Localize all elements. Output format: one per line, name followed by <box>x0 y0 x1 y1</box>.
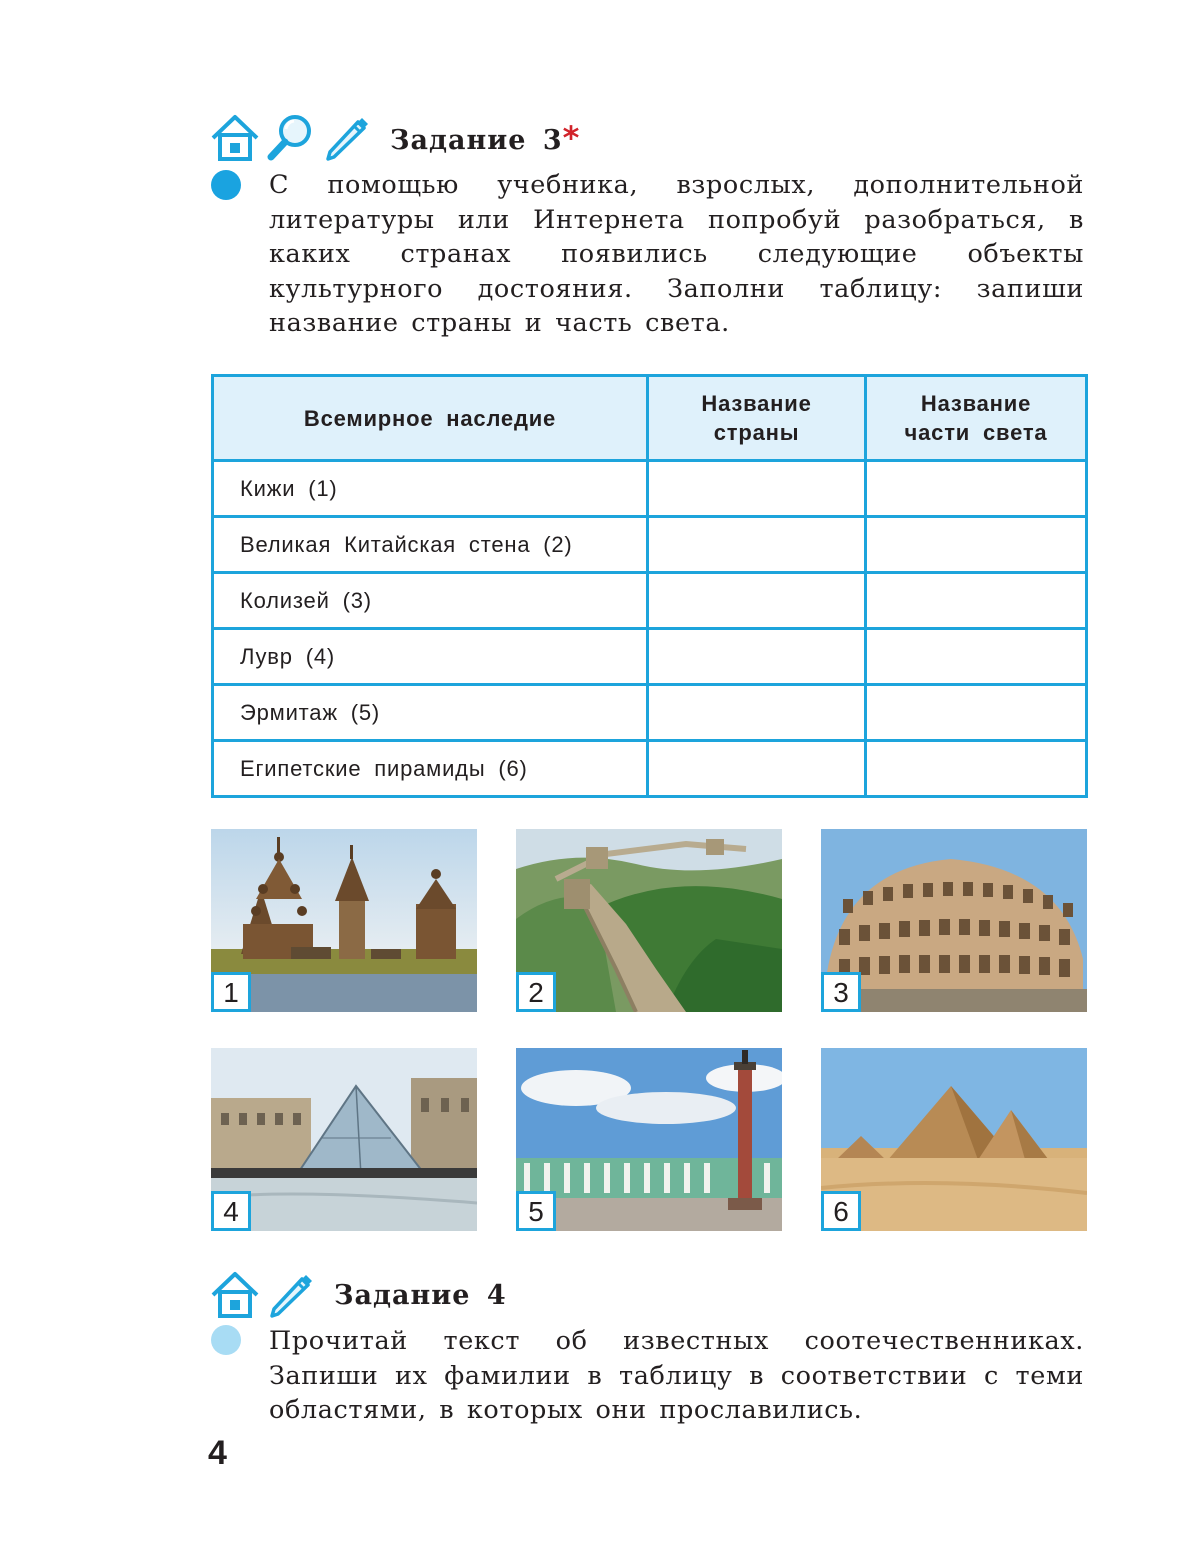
part-of-world-cell[interactable] <box>866 629 1087 685</box>
part-of-world-cell[interactable] <box>866 461 1087 517</box>
photo-louvre <box>211 1048 477 1231</box>
table-header-row <box>213 376 1087 461</box>
task3-text: С помощью учебника, взрослых, дополнительной литературы или Интернета попробуй разобраться, в каких странах появились следующие объекты культурного достояния. Заполни таблицу: запиши название страны и часть света. <box>269 170 1084 338</box>
heritage-name: Колизей (3) <box>213 573 648 629</box>
country-cell[interactable] <box>648 629 866 685</box>
part-of-world-cell[interactable] <box>866 517 1087 573</box>
task3-header <box>210 113 580 163</box>
table-row <box>213 461 1087 517</box>
home-icon <box>210 113 260 163</box>
photo-kizhi <box>211 829 477 1012</box>
table-row <box>213 685 1087 741</box>
photo-number: 3 <box>821 972 861 1012</box>
task3-title: Задание 3* <box>390 119 581 157</box>
photo-number: 4 <box>211 1191 251 1231</box>
task3-bullet <box>211 170 241 200</box>
task4-header <box>210 1270 507 1320</box>
country-cell[interactable] <box>648 461 866 517</box>
heritage-table <box>211 374 1088 798</box>
task4-bullet <box>211 1325 241 1355</box>
heritage-name: Кижи (1) <box>213 461 648 517</box>
country-cell[interactable] <box>648 741 866 797</box>
magnifier-icon <box>266 113 316 163</box>
photo-number: 2 <box>516 972 556 1012</box>
home-icon <box>210 1270 260 1320</box>
heritage-header: Всемирное наследие <box>213 376 648 461</box>
part-of-world-cell[interactable] <box>866 573 1087 629</box>
photo-hermitage <box>516 1048 782 1231</box>
task4-title: Задание 4 <box>334 1279 507 1311</box>
star-mark: * <box>562 119 581 157</box>
country-cell[interactable] <box>648 517 866 573</box>
task4-text: Прочитай текст об известных соотечественниках. Запиши их фамилии в таблицу в соответствии с теми областями, в которых они прославились. <box>269 1326 1084 1425</box>
heritage-name: Великая Китайская стена (2) <box>213 517 648 573</box>
photo-number: 6 <box>821 1191 861 1231</box>
heritage-name: Египетские пирамиды (6) <box>213 741 648 797</box>
table-row <box>213 573 1087 629</box>
photo-pyramids <box>821 1048 1087 1231</box>
heritage-name: Эрмитаж (5) <box>213 685 648 741</box>
country-header: Название страны <box>648 376 866 461</box>
table-row <box>213 741 1087 797</box>
photo-great-wall <box>516 829 782 1012</box>
photo-number: 5 <box>516 1191 556 1231</box>
pencil-icon <box>322 113 372 163</box>
table-row <box>213 517 1087 573</box>
country-cell[interactable] <box>648 685 866 741</box>
part-of-world-cell[interactable] <box>866 685 1087 741</box>
pencil-icon <box>266 1270 316 1320</box>
part-of-world-cell[interactable] <box>866 741 1087 797</box>
photo-colosseum <box>821 829 1087 1012</box>
country-cell[interactable] <box>648 573 866 629</box>
part-of-world-header: Название части света <box>866 376 1087 461</box>
table-row <box>213 629 1087 685</box>
heritage-name: Лувр (4) <box>213 629 648 685</box>
page-number: 4 <box>208 1434 227 1472</box>
photo-number: 1 <box>211 972 251 1012</box>
